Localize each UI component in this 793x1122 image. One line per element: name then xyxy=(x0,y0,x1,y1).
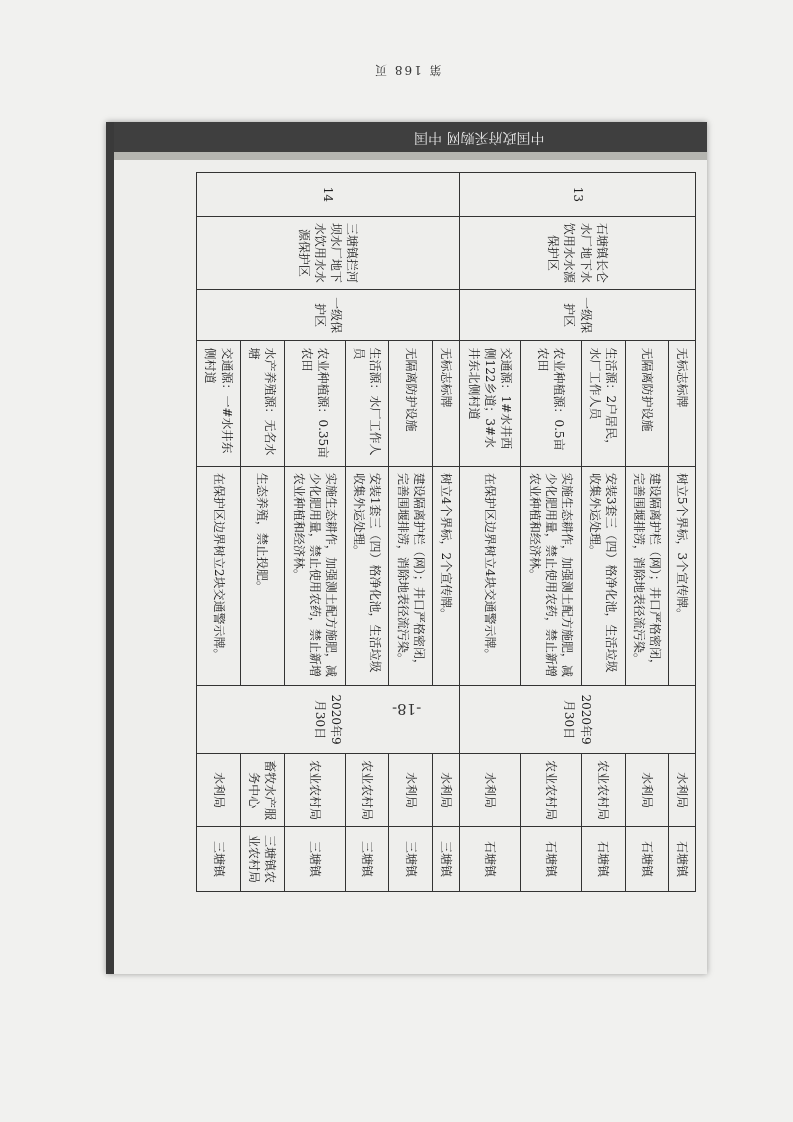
page-header: 第 168 页 xyxy=(373,63,442,77)
source-name-cell: 石塘镇长仑水厂地下水饮用水水源保护区 xyxy=(459,216,695,289)
town-cell: 石塘镇 xyxy=(459,827,520,892)
department-cell: 水利局 xyxy=(389,754,433,827)
town-cell: 三塘镇 xyxy=(345,827,389,892)
issue-cell: 农业种植源：0.35亩农田 xyxy=(284,341,345,466)
department-cell: 水利局 xyxy=(459,754,520,827)
department-cell: 农业农村局 xyxy=(345,754,389,827)
issue-cell: 无隔离防护设施 xyxy=(625,341,669,466)
scanned-sheet xyxy=(106,122,707,974)
table-row xyxy=(669,173,696,892)
town-cell: 三塘镇 xyxy=(389,827,433,892)
protection-level-cell: 一级保护区 xyxy=(197,289,460,341)
issue-cell: 生活源：2户居民，水厂工作人员 xyxy=(581,341,625,466)
town-cell: 三塘镇 xyxy=(284,827,345,892)
issue-cell: 无隔离防护设施 xyxy=(389,341,433,466)
department-cell: 水利局 xyxy=(433,754,460,827)
department-cell: 农业农村局 xyxy=(520,754,581,827)
scan-strip-text: 中国政府采购网 中国 xyxy=(414,129,545,145)
town-cell: 石塘镇 xyxy=(625,827,669,892)
deadline-cell: 2020年9月30日 xyxy=(459,686,695,754)
department-cell: 农业农村局 xyxy=(581,754,625,827)
department-cell: 水利局 xyxy=(625,754,669,827)
department-cell: 农业农村局 xyxy=(284,754,345,827)
measure-cell: 生态养殖，禁止投肥。 xyxy=(240,466,284,685)
row-id-cell: 13 xyxy=(459,173,695,217)
issue-cell: 生活源：水厂工作人员 xyxy=(345,341,389,466)
department-cell: 水利局 xyxy=(669,754,696,827)
department-cell: 水利局 xyxy=(197,754,241,827)
issue-cell: 农业种植源：0.5亩农田 xyxy=(520,341,581,466)
measure-cell: 实施生态耕作，加强测土配方施肥，减少化肥用量，禁止使用农药，禁止新增农业种植和经济林。 xyxy=(284,466,345,685)
town-cell: 三塘镇农业农村局 xyxy=(240,827,284,892)
measure-cell: 安装3套三（四）格净化池，生活垃圾收集外运处理。 xyxy=(581,466,625,685)
source-name-cell: 三塘镇拦河坝水厂地下水饮用水水源保护区 xyxy=(197,216,460,289)
town-cell: 三塘镇 xyxy=(433,827,460,892)
rotated-table-area xyxy=(136,172,696,892)
measure-cell: 在保护区边界树立2块交通警示牌。 xyxy=(197,466,241,685)
measure-cell: 在保护区边界树立4块交通警示牌。 xyxy=(459,466,520,685)
issue-cell: 无标志标牌 xyxy=(669,341,696,466)
measure-cell: 建设隔离护栏（网）；井口严格密闭，完善围堰排涝，消除地表径流污染。 xyxy=(389,466,433,685)
issue-cell: 交通源：1#水井西侧122乡道；3#水井东北侧村道 xyxy=(459,341,520,466)
table-container xyxy=(136,172,696,892)
town-cell: 石塘镇 xyxy=(520,827,581,892)
measure-cell: 建设隔离护栏（网）；井口严格密闭，完善围堰排涝，消除地表径流污染。 xyxy=(625,466,669,685)
measure-cell: 树立5个界标，3个宣传牌。 xyxy=(669,466,696,685)
measure-cell: 安装1套三（四）格净化池，生活垃圾收集外运处理。 xyxy=(345,466,389,685)
row-id-cell: 14 xyxy=(197,173,460,217)
issue-cell: 交通源：一#水井东侧村道 xyxy=(197,341,241,466)
measures-table xyxy=(196,172,696,892)
deadline-cell: 2020年9月30日 xyxy=(197,686,460,754)
issue-cell: 无标志标牌 xyxy=(433,341,460,466)
table-row xyxy=(433,173,460,892)
scan-top-strip xyxy=(114,122,707,152)
scan-edge-band xyxy=(114,152,707,160)
town-cell: 三塘镇 xyxy=(197,827,241,892)
department-cell: 畜牧水产服务中心 xyxy=(240,754,284,827)
measure-cell: 实施生态耕作，加强测土配方施肥，减少化肥用量，禁止使用农药，禁止新增农业种植和经济林。 xyxy=(520,466,581,685)
town-cell: 石塘镇 xyxy=(669,827,696,892)
issue-cell: 水产养殖源：无名水塘 xyxy=(240,341,284,466)
page-number: -18- xyxy=(392,700,422,718)
measure-cell: 树立4个界标，2个宣传牌。 xyxy=(433,466,460,685)
protection-level-cell: 一级保护区 xyxy=(459,289,695,341)
town-cell: 石塘镇 xyxy=(581,827,625,892)
